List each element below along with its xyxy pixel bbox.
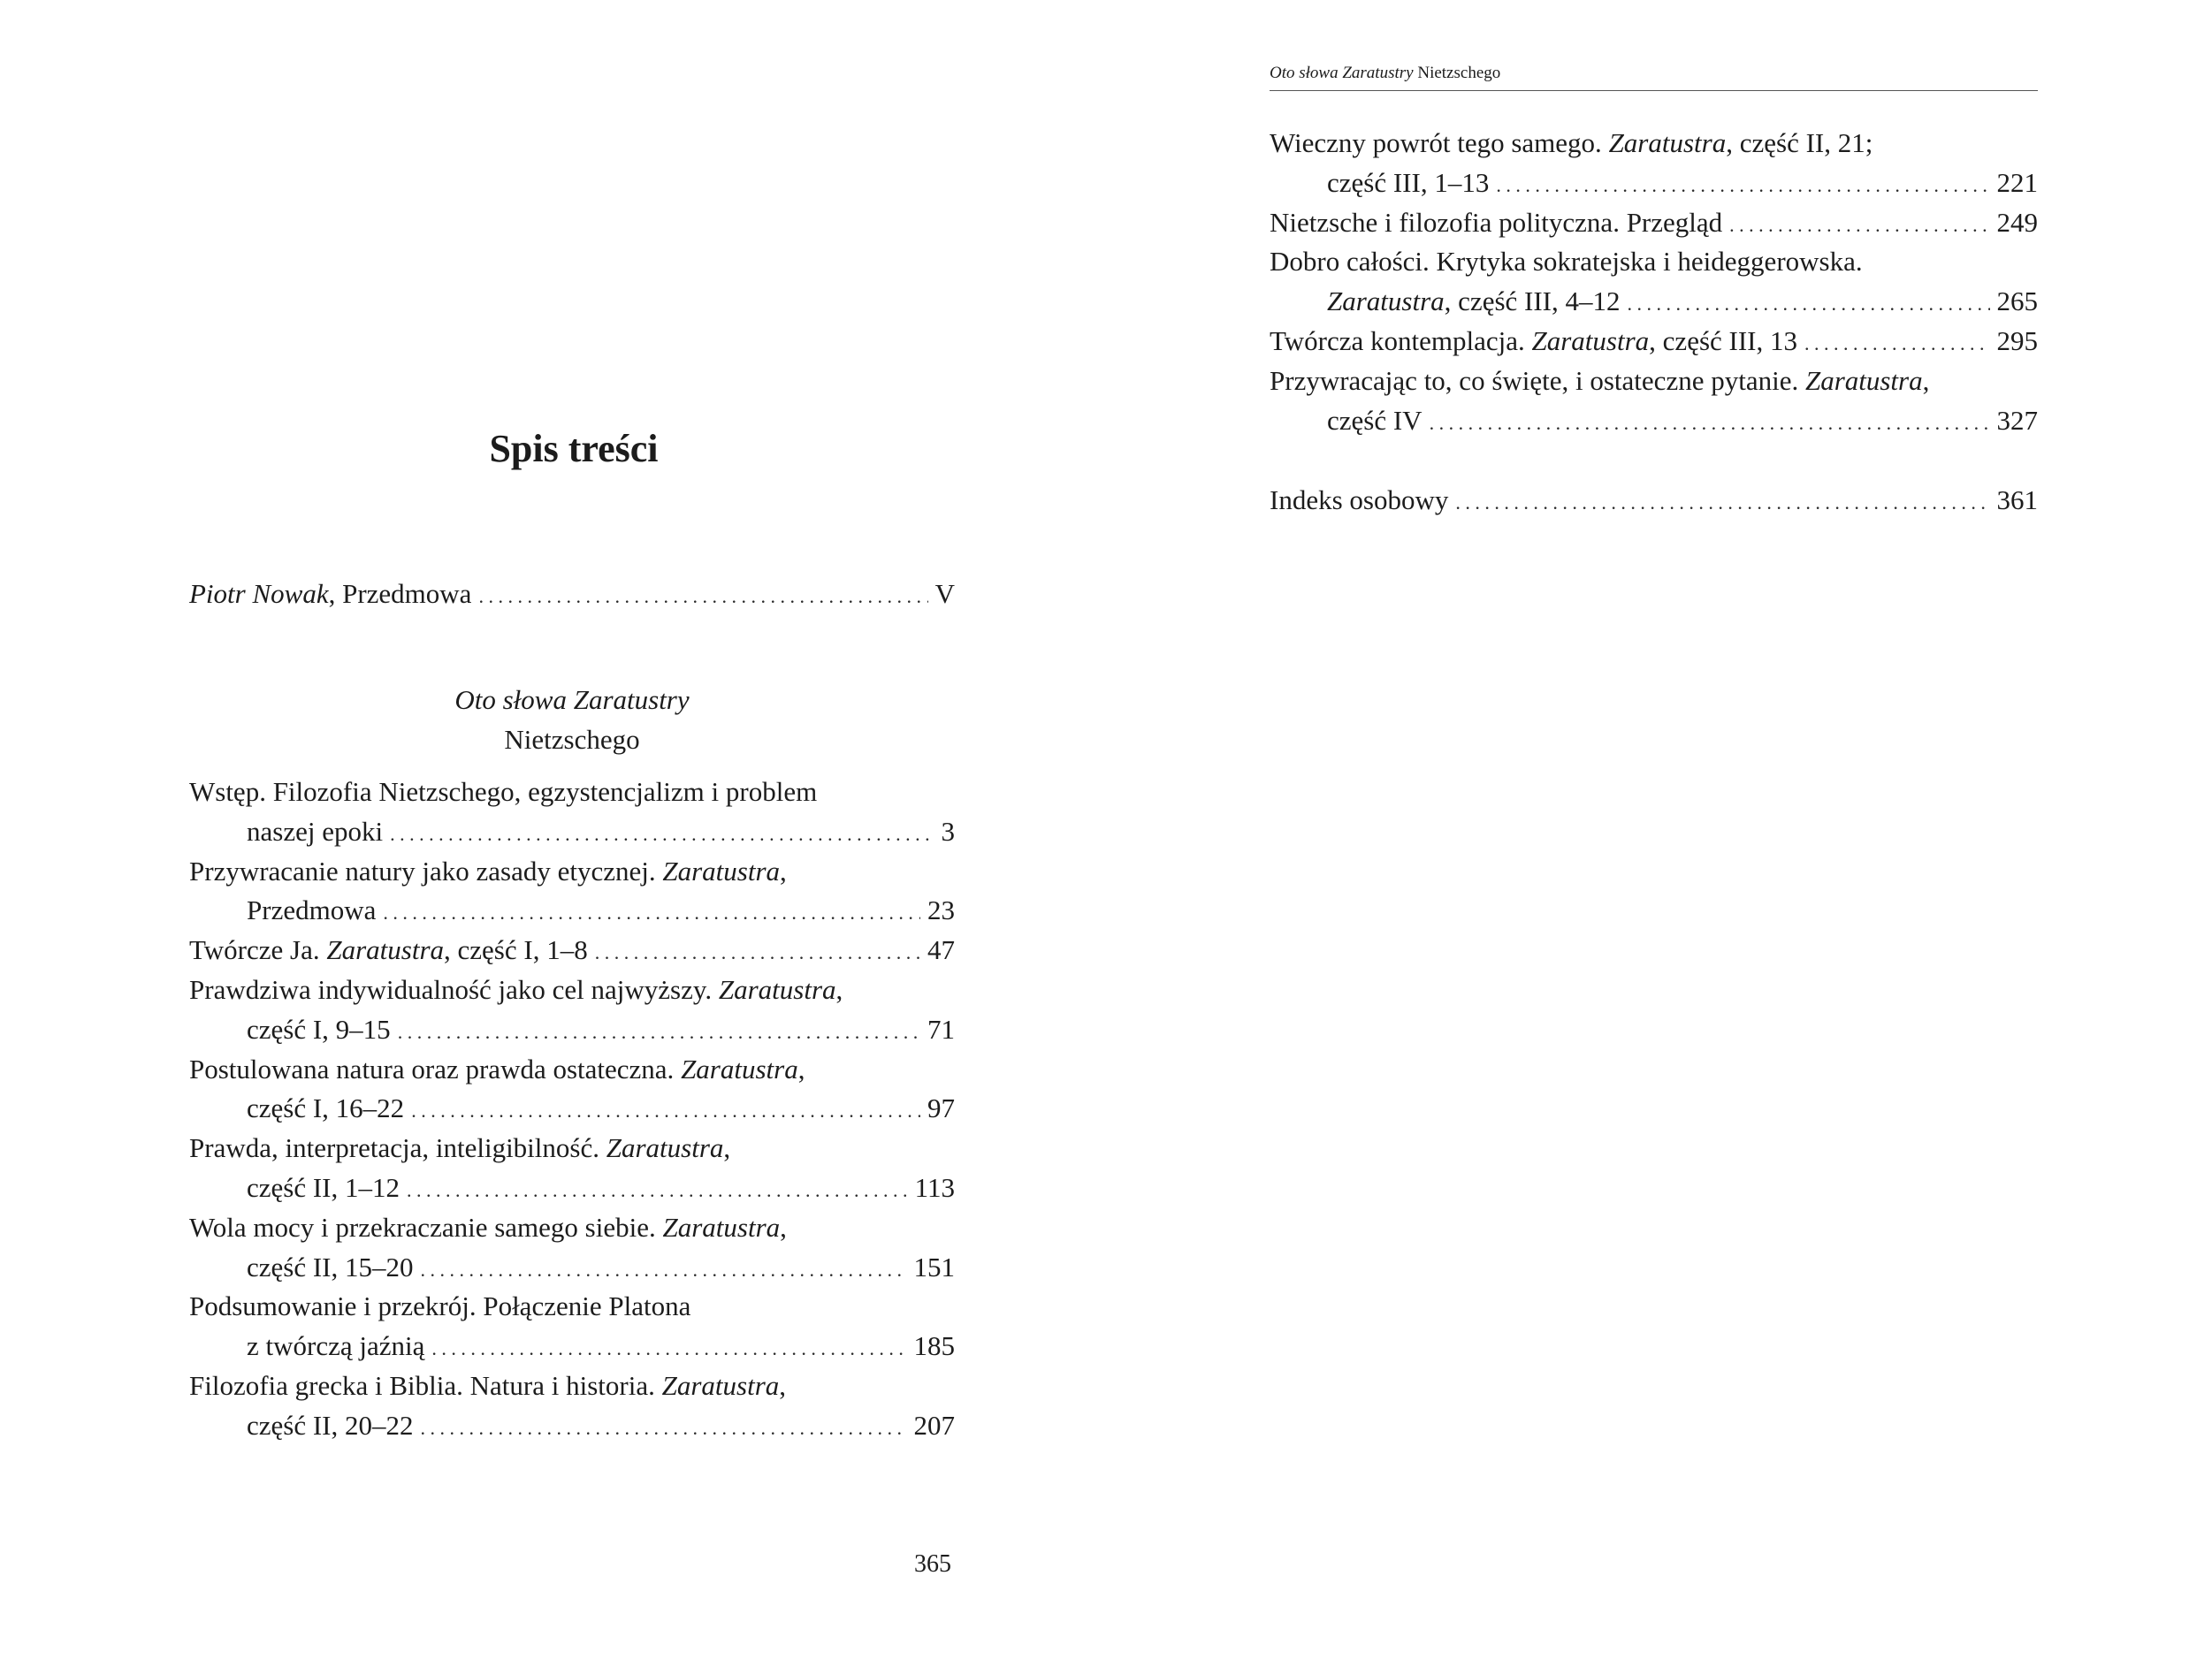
toc-entry-line	[1270, 203, 2038, 243]
page-number: 151	[913, 1251, 955, 1283]
entry-title	[189, 773, 817, 812]
toc-entry-line	[189, 931, 955, 971]
toc-entry-line	[189, 891, 955, 931]
preface-author: Piotr Nowak	[189, 578, 329, 609]
toc-entry-line	[1270, 282, 2038, 322]
entry-title-tail: ,	[835, 974, 843, 1005]
entry-title-continued	[1327, 401, 1423, 441]
preface-title: , Przedmowa	[328, 578, 472, 609]
toc-entry-preface[interactable]	[189, 575, 955, 614]
dot-leader	[595, 931, 920, 973]
toc-entry-line	[189, 1366, 955, 1406]
dot-leader	[1628, 282, 1990, 324]
entry-title-text: z twórczą jaźnią	[247, 1330, 425, 1362]
toc-entry[interactable]	[1270, 322, 2038, 362]
entry-title-text: Przywracanie natury jako zasady etycznej.	[189, 855, 663, 887]
dot-leader	[398, 1010, 920, 1053]
page-number: 295	[1996, 325, 2038, 356]
toc-entry-line	[1270, 401, 2038, 441]
page-number: 265	[1996, 285, 2038, 317]
page-number: 47	[927, 934, 955, 966]
section-heading	[189, 681, 955, 760]
toc-entry-line	[189, 1129, 955, 1168]
toc-entry[interactable]	[189, 1287, 955, 1366]
toc-entry-line	[189, 1168, 955, 1208]
dot-leader	[1430, 401, 1990, 444]
entry-title-tail: część III, 1–13	[1327, 166, 1490, 198]
entry-title-text: naszej epoki	[247, 815, 384, 847]
right-page	[1106, 0, 2212, 1667]
dot-leader	[431, 1327, 906, 1369]
toc-entry-line	[189, 1287, 955, 1327]
toc-entry-line	[1270, 362, 2038, 401]
entry-title-italic: Zaratustra	[606, 1132, 724, 1164]
entry-title-tail: ,	[1922, 364, 1930, 396]
entry-title-italic: Zaratustra	[1608, 127, 1727, 158]
entry-title-italic: Zaratustra	[718, 974, 836, 1005]
toc-entry[interactable]	[1270, 203, 2038, 243]
entry-title-text: część II, 15–20	[247, 1251, 414, 1283]
entry-title-italic: Zaratustra	[662, 855, 781, 887]
page-number: 207	[913, 1409, 955, 1441]
toc-entry-line	[1270, 164, 2038, 203]
entry-title-text: Podsumowanie i przekrój. Połączenie Platona	[189, 1290, 691, 1322]
entry-title-text: Nietzsche i filozofia polityczna. Przegląd	[1270, 206, 1723, 238]
toc-entry[interactable]	[189, 1366, 955, 1446]
entry-title-tail: ,	[797, 1053, 805, 1085]
preface-label	[189, 575, 471, 614]
toc-entry-line	[189, 1010, 955, 1050]
toc-entry-line	[189, 1406, 955, 1446]
entry-title-continued	[247, 1010, 391, 1050]
toc-entry-line	[189, 773, 955, 812]
toc-entry-line	[189, 1050, 955, 1090]
page-number: 23	[927, 894, 955, 926]
entry-title-text: Prawdziwa indywidualność jako cel najwyższy.	[189, 974, 719, 1005]
entry-title	[189, 852, 787, 892]
entry-title-text: Wieczny powrót tego samego.	[1270, 127, 1609, 158]
toc-entry-line	[189, 1327, 955, 1366]
toc-entry-line	[1270, 242, 2038, 282]
entry-title-text: Przywracając to, co święte, i ostateczne pytanie.	[1270, 364, 1805, 396]
page-number: 185	[913, 1330, 955, 1362]
dot-leader	[1804, 322, 1990, 364]
entry-title-tail: , część II, 21;	[1726, 127, 1873, 158]
entry-title-continued	[247, 891, 376, 931]
entry-title	[189, 971, 843, 1010]
section-heading-line2: Nietzschego	[504, 723, 640, 755]
dot-leader	[1455, 481, 1989, 523]
entry-title-text: część II, 1–12	[247, 1171, 400, 1203]
toc-entry[interactable]	[1270, 362, 2038, 441]
page-number: 361	[1996, 484, 2038, 515]
toc-entry[interactable]	[189, 852, 955, 932]
dot-leader	[1729, 203, 1989, 246]
entry-title-text: Twórcze Ja.	[189, 934, 327, 966]
entry-title-tail: ,	[723, 1132, 731, 1164]
page-number: 97	[927, 1092, 955, 1124]
entry-title-continued	[247, 1327, 424, 1366]
toc-entry[interactable]	[1270, 124, 2038, 203]
entry-title-continued	[247, 812, 383, 852]
entry-title-tail: ,	[780, 855, 787, 887]
entry-title-tail: , część I, 1–8	[444, 934, 588, 966]
dot-leader	[478, 575, 927, 617]
entry-title	[1270, 124, 1873, 164]
dot-leader	[421, 1406, 907, 1449]
dot-leader	[390, 812, 934, 855]
dot-leader	[383, 891, 920, 933]
entry-title-italic: Zaratustra	[661, 1370, 780, 1401]
toc-preface	[189, 575, 955, 614]
entry-title	[189, 1208, 787, 1248]
entry-title	[189, 1366, 786, 1406]
page-number: 249	[1996, 206, 2038, 238]
entry-title	[1270, 362, 1929, 401]
page-number: 327	[1996, 404, 2038, 436]
entry-title-tail: , część III, 13	[1649, 325, 1797, 356]
entry-title-text: Twórcza kontemplacja.	[1270, 325, 1532, 356]
entry-title	[189, 1287, 690, 1327]
entry-title	[189, 931, 588, 971]
toc-entry[interactable]	[189, 971, 955, 1050]
entry-title-text: Filozofia grecka i Biblia. Natura i historia.	[189, 1370, 662, 1401]
entry-title-italic: Zaratustra	[1804, 364, 1923, 396]
dot-leader	[407, 1168, 908, 1211]
toc-entry-line	[189, 1208, 955, 1248]
entry-title-continued	[1327, 282, 1621, 322]
entry-title-text: Postulowana natura oraz prawda ostateczna.	[189, 1053, 682, 1085]
entry-title-tail: , część III, 4–12	[1444, 285, 1621, 317]
dot-leader	[1496, 164, 1989, 206]
index-label: Indeks osobowy	[1270, 484, 1449, 515]
running-head-plain: Nietzschego	[1413, 64, 1501, 82]
toc-entry[interactable]	[189, 931, 955, 971]
entry-title-text: Wstęp. Filozofia Nietzschego, egzystencjalizm i problem	[189, 776, 818, 807]
entry-title-text: Wola mocy i przekraczanie samego siebie.	[189, 1211, 663, 1243]
toc-entry[interactable]	[189, 1050, 955, 1130]
entry-title-tail: ,	[779, 1370, 787, 1401]
entry-title	[1270, 242, 1863, 282]
entry-title-tail: część IV	[1327, 404, 1423, 436]
entry-title-continued	[247, 1089, 404, 1129]
page-number: 71	[927, 1013, 955, 1045]
toc-entry-line	[189, 1248, 955, 1288]
toc-entry-line	[1270, 322, 2038, 362]
toc-entry[interactable]	[189, 773, 955, 852]
toc-entry-line	[189, 1089, 955, 1129]
running-head-italic: Oto słowa Zaratustry	[1270, 64, 1414, 82]
entry-title-text: Przedmowa	[247, 894, 377, 926]
entry-title-italic: Zaratustra	[662, 1211, 781, 1243]
toc-entry[interactable]	[1270, 242, 2038, 322]
entry-title-text: część I, 16–22	[247, 1092, 405, 1124]
toc-entry[interactable]	[189, 1129, 955, 1208]
page-number: 221	[1996, 166, 2038, 198]
toc-entry-index[interactable]	[1270, 481, 2038, 521]
toc-entry-line	[189, 971, 955, 1010]
entry-title-text: część I, 9–15	[247, 1013, 391, 1045]
entry-title-continued	[247, 1406, 414, 1446]
entry-title-italic: Zaratustra	[1327, 285, 1445, 317]
section-heading-line1: Oto słowa Zaratustry	[454, 684, 690, 715]
entry-title	[1270, 203, 1722, 243]
entry-title-text: część II, 20–22	[247, 1409, 414, 1441]
entry-title	[1270, 322, 1797, 362]
dot-leader	[411, 1089, 920, 1131]
entry-title-continued	[1327, 164, 1489, 203]
toc-entry-line	[189, 852, 955, 892]
toc-title: Spis treści	[489, 427, 659, 470]
running-head	[1270, 62, 2038, 91]
entry-title-italic: Zaratustra	[681, 1053, 798, 1085]
entry-title	[189, 1050, 805, 1090]
entry-title-continued	[247, 1248, 414, 1288]
page-number: 3	[941, 815, 955, 847]
entry-title-tail: ,	[780, 1211, 787, 1243]
entry-title-text: Prawda, interpretacja, inteligibilność.	[189, 1132, 606, 1164]
toc-entry[interactable]	[189, 1208, 955, 1288]
entry-title-continued	[247, 1168, 400, 1208]
entry-title-text: Dobro całości. Krytyka sokratejska i heideggerowska.	[1270, 246, 1863, 278]
entry-title	[189, 1129, 730, 1168]
entry-title-italic: Zaratustra	[326, 934, 445, 966]
toc-entry-line	[189, 812, 955, 852]
dot-leader	[421, 1248, 907, 1290]
page-number-footer: 365	[914, 1550, 951, 1578]
page-number: 113	[914, 1171, 955, 1203]
toc-index	[1270, 481, 2038, 521]
toc-entry-line	[1270, 124, 2038, 164]
page-number: V	[934, 578, 955, 609]
entry-title-italic: Zaratustra	[1531, 325, 1650, 356]
